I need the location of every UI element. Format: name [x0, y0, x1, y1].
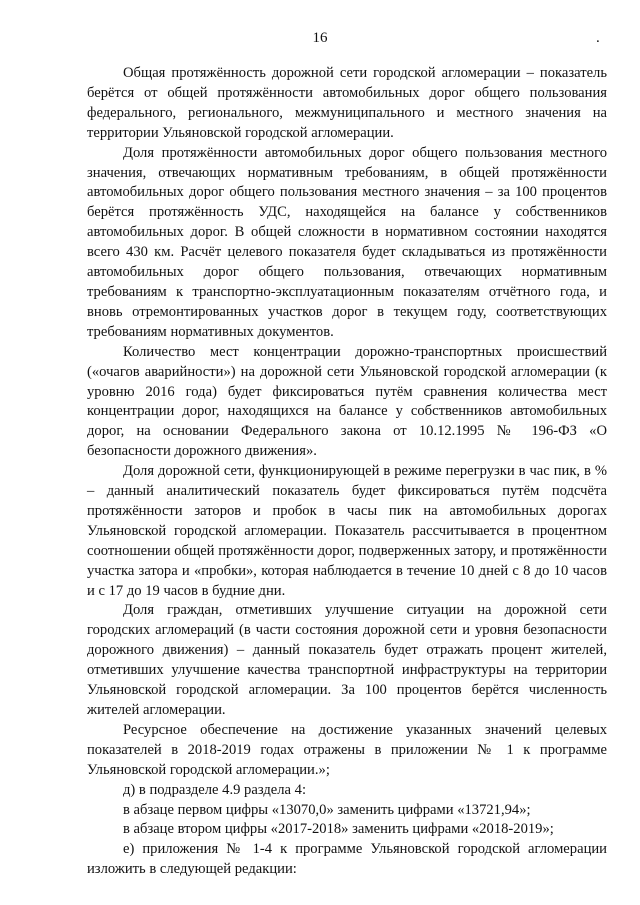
paragraph-accident-spots: Количество мест концентрации дорожно-транспортных происшествий («очагов аварийности») на дорожной сети Ульяновской городской агломерации (к уровню 2016 года) будет фиксироваться путём сравнения количества мест концентрации дорог, находящихся на балансе у собственников автомобильных дорог, на основании Федерального закона от 10.12.1995 № 196-ФЗ «О безопасности дорожного движения».: [87, 343, 607, 460]
paragraph-citizens-share: Доля граждан, отметивших улучшение ситуации на дорожной сети городских агломераций (в части состояния дорожной сети и уровня безопасности дорожного движения) – данный показатель будет отражать процент жителей, отметивших улучшение качества транспортной инфраструктуры на территории Ульяновской городской агломерации. За 100 процентов берётся численность жителей агломерации.: [87, 602, 607, 718]
paragraph-normative-roads-share: Доля протяжённости автомобильных дорог общего пользования местного значения, отвечающих нормативным требованиям, в общей протяжённости автомобильных дорог общего пользования местного значения – за 100 процентов берётся протяжённость УДС, находящейся на балансе у собственников автомобильных дорог. В общей сложности в нормативном состоянии находятся всего 430 км. Расчёт целевого показателя будет складываться из протяжённости автомобильных дорог общего пользования, отвечающих нормативным требованиям к транспортно-эксплуатационным показателям отчётного года, и вновь отремонтированных участков дорог в текущем году, соответствующих требованиям нормативных документов.: [87, 144, 607, 340]
paragraph-item-e: е) приложения № 1-4 к программе Ульяновской городской агломерации изложить в следующей редакции:: [87, 841, 607, 878]
paragraph-first-abzac: в абзаце первом цифры «13070,0» заменить цифрами «13721,94»;: [123, 801, 531, 818]
corner-mark: .: [596, 30, 600, 46]
paragraph-second-abzac: в абзаце втором цифры «2017-2018» заменить цифрами «2018-2019»;: [123, 821, 554, 838]
paragraph-item-d: д) в подразделе 4.9 раздела 4:: [123, 781, 306, 798]
body-text: [87, 64, 607, 880]
paragraph-network-length: Общая протяжённость дорожной сети городской агломерации – показатель берётся от общей протяжённости автомобильных дорог общего пользования федерального, регионального, межмуниципального и местного значения на территории Ульяновской городской агломерации.: [87, 65, 607, 141]
page-number: 16: [312, 30, 328, 46]
paragraph-congestion-share: Доля дорожной сети, функционирующей в режиме перегрузки в час пик, в % – данный аналитический показатель будет фиксироваться путём подсчёта протяжённости заторов и пробок в часы пик на автомобильных дорогах Ульяновской городской агломерации. Показатель рассчитывается в процентном соотношении общей протяжённости дорог, подверженных затору, и протяжённости участка затора и «пробки», которая наблюдается в течение 10 дней с 8 до 10 часов и с 17 до 19 часов в будние дни.: [87, 463, 607, 599]
paragraph-resource-provision: Ресурсное обеспечение на достижение указанных значений целевых показателей в 2018-2019 годах отражены в приложении № 1 к программе Ульяновской городской агломерации.»;: [87, 721, 607, 778]
